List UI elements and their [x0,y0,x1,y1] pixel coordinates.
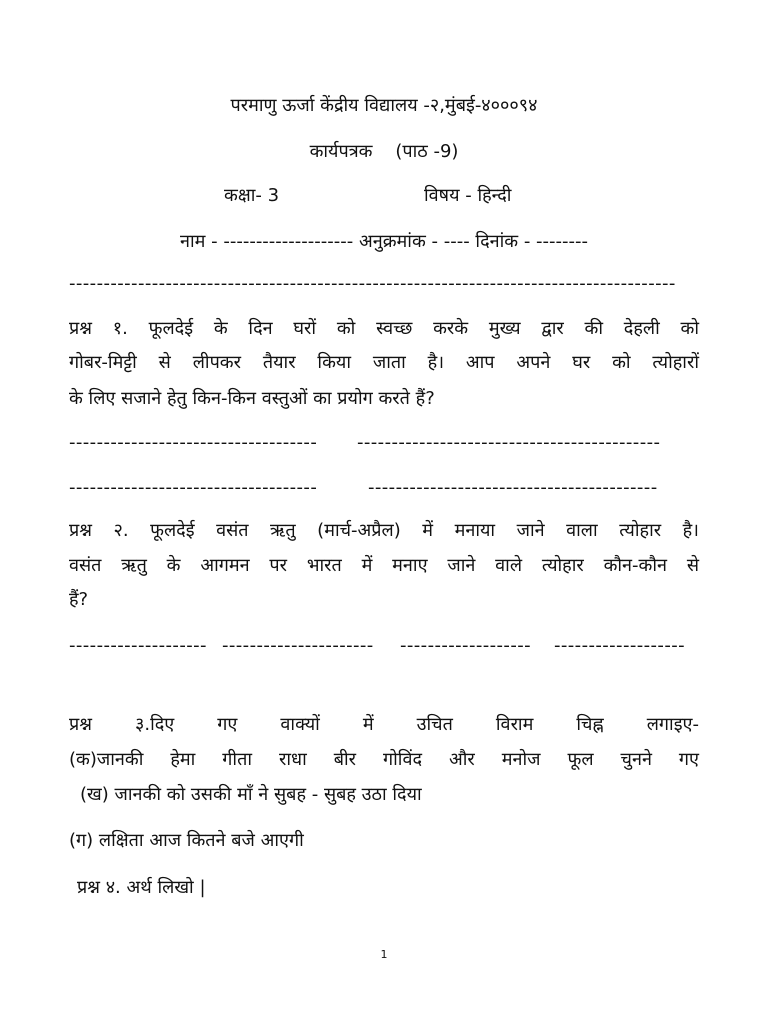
q1-answer-blank-1b: -------------------------------------------- [357,432,661,453]
q1-answer-blank-1a: ------------------------------------ [69,432,318,453]
q2-answer-blank-b: ---------------------- [222,635,374,656]
q1-answer-blank-2b: ------------------------------------------ [368,477,658,498]
page-number: 1 [380,948,388,961]
q1-answer-blank-2a: ------------------------------------ [69,477,318,498]
student-fields: नाम - -------------------- अनुक्रमांक - ---- दिनांक - -------- [179,231,589,252]
q2-line-3: हैं? [69,589,89,610]
q1-line-2: गोबर-मिट्टी से लीपकर तैयार किया जाता है। आप अपने घर को त्योहारों [69,352,699,373]
separator-line: ---------------------------------------------------------------------------------------- [69,273,676,294]
q2-answer-blank-d: ------------------- [554,635,686,656]
q2-answer-blank-c: ------------------- [400,635,532,656]
q3-line-1: प्रश्न ३.दिए गए वाक्यों में उचित विराम चिह्न लगाइए- [69,714,699,735]
q2-line-1: प्रश्न २. फूलदेई वसंत ऋतु (मार्च-अप्रैल) में मनाया जाने वाला त्योहार है। [69,520,699,541]
school-name: परमाणु ऊर्जा केंद्रीय विद्यालय -२,मुंबई-४०००९४ [230,95,538,116]
class-label: कक्षा- 3 [224,185,280,206]
q3-line-3: (ख) जानकी को उसकी माँ ने सुबह - सुबह उठा दिया [80,784,422,805]
q3-line-2: (क)जानकी हेमा गीता राधा बीर गोविंद और मनोज फूल चुनने गए [69,749,699,770]
worksheet-title: कार्यपत्रक (पाठ -9) [309,141,459,162]
q4-line-1: प्रश्न ४. अर्थ लिखो | [77,877,206,898]
subject-label: विषय - हिन्दी [424,185,512,206]
q3-line-4: (ग) लक्षिता आज कितने बजे आएगी [69,830,304,851]
q2-line-2: वसंत ऋतु के आगमन पर भारत में मनाए जाने वाले त्योहार कौन-कौन से [69,555,699,576]
q2-answer-blank-a: -------------------- [69,635,207,656]
q1-line-1: प्रश्न १. फूलदेई के दिन घरों को स्वच्छ करके मुख्य द्वार की देहली को [69,318,699,339]
q1-line-3: के लिए सजाने हेतु किन-किन वस्तुओं का प्रयोग करते हैं? [69,388,435,409]
